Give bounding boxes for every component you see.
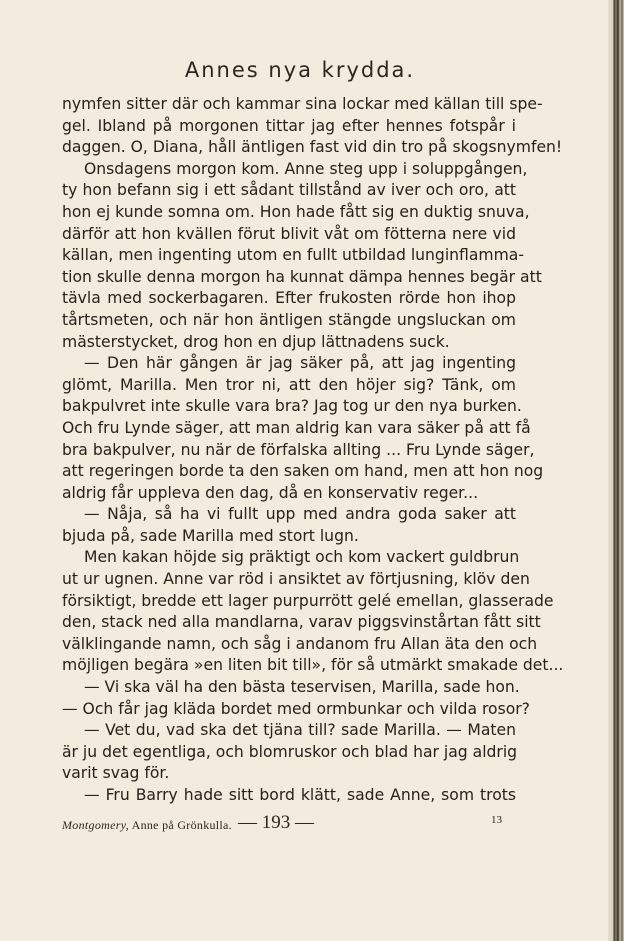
- chapter-title: Annes nya krydda.: [184, 58, 416, 82]
- text-line: att regeringen borde ta den saken om hand, men att hon nog: [62, 462, 544, 481]
- text-line: möjligen begära »en liten bit till», för så utmärkt smakade det...: [62, 656, 564, 675]
- text-line: Onsdagens morgon kom. Anne steg upp i soluppgången,: [84, 159, 528, 178]
- text-line: den, stack ned alla mandlarna, varav piggsvinstårtan fått sitt: [62, 613, 541, 632]
- page-footer: [62, 812, 516, 836]
- page-number: — 193 —: [238, 812, 314, 833]
- text-line: — Fru Barry hade sitt bord klätt, sade Anne, som trots: [84, 786, 516, 804]
- text-line: — Den här gången är jag säker på, att jag ingenting: [84, 354, 516, 373]
- footer-book-title: Anne på Grönkulla.: [131, 818, 232, 832]
- signature-mark: 13: [491, 814, 502, 826]
- text-line: välklingande namn, och såg i andanom fru Allan äta den och: [62, 634, 538, 653]
- body-text: [62, 94, 564, 807]
- text-line: — Vi ska väl ha den bästa teservisen, Marilla, sade hon.: [84, 678, 520, 697]
- text-line: aldrig får uppleva den dag, då en konservativ reger...: [62, 483, 479, 502]
- text-line: ut ur ugnen. Anne var röd i ansiktet av förtjusning, klöv den: [62, 570, 530, 589]
- text-line: tion skulle denna morgon ha kunnat dämpa hennes begär att: [62, 267, 542, 286]
- text-line: bra bakpulver, nu när de förfalska allting ... Fru Lynde säger,: [62, 440, 535, 459]
- text-line: Och fru Lynde säger, att man aldrig kan vara säker på att få: [62, 418, 531, 437]
- footer-author: Montgomery,: [62, 818, 129, 832]
- text-line: ty hon befann sig i ett sådant tillstånd av iver och oro, att: [62, 181, 516, 200]
- text-line: tävla med sockerbagaren. Efter frukosten rörde hon ihop: [62, 289, 516, 308]
- text-line: glömt, Marilla. Men tror ni, att den höjer sig? Tänk, om: [62, 375, 516, 394]
- text-line: därför att hon kvällen förut blivit våt om fötterna nere vid: [62, 224, 516, 243]
- text-line: bjuda på, sade Marilla med stort lugn.: [62, 526, 359, 545]
- text-line: är ju det egentliga, och blomruskor och blad har jag aldrig: [62, 742, 518, 761]
- text-line: — Och får jag kläda bordet med ormbunkar och vilda rosor?: [62, 699, 530, 718]
- text-line: bakpulvret inte skulle vara bra? Jag tog ur den nya burken.: [62, 397, 522, 416]
- text-line: nymfen sitter där och kammar sina lockar med källan till spe-: [62, 95, 543, 113]
- footer-signature-line: [62, 818, 232, 833]
- text-line: — Nåja, så ha vi fullt upp med andra goda saker att: [84, 505, 516, 524]
- text-line: tårtsmeten, och när hon äntligen stängde ungsluckan om: [62, 310, 516, 329]
- book-spine-edge: [608, 0, 624, 941]
- text-line: hon ej kunde somna om. Hon hade fått sig en duktig snuva,: [62, 202, 530, 221]
- text-line: daggen. O, Diana, håll äntligen fast vid din tro på skogsnymfen!: [62, 138, 563, 157]
- text-line: källan, men ingenting utom en fullt utbildad lunginflamma-: [62, 246, 524, 265]
- text-line: Men kakan höjde sig präktigt och kom vackert guldbrun: [84, 548, 520, 567]
- text-line: mästerstycket, drog hon en djup lättnadens suck.: [62, 332, 450, 351]
- text-line: gel. Ibland på morgonen tittar jag efter hennes fotspår i: [62, 116, 516, 135]
- text-line: varit svag för.: [62, 764, 170, 783]
- text-line: försiktigt, bredde ett lager purpurrött gelé emellan, glasserade: [62, 591, 554, 610]
- text-line: — Vet du, vad ska det tjäna till? sade Marilla. — Maten: [84, 721, 516, 740]
